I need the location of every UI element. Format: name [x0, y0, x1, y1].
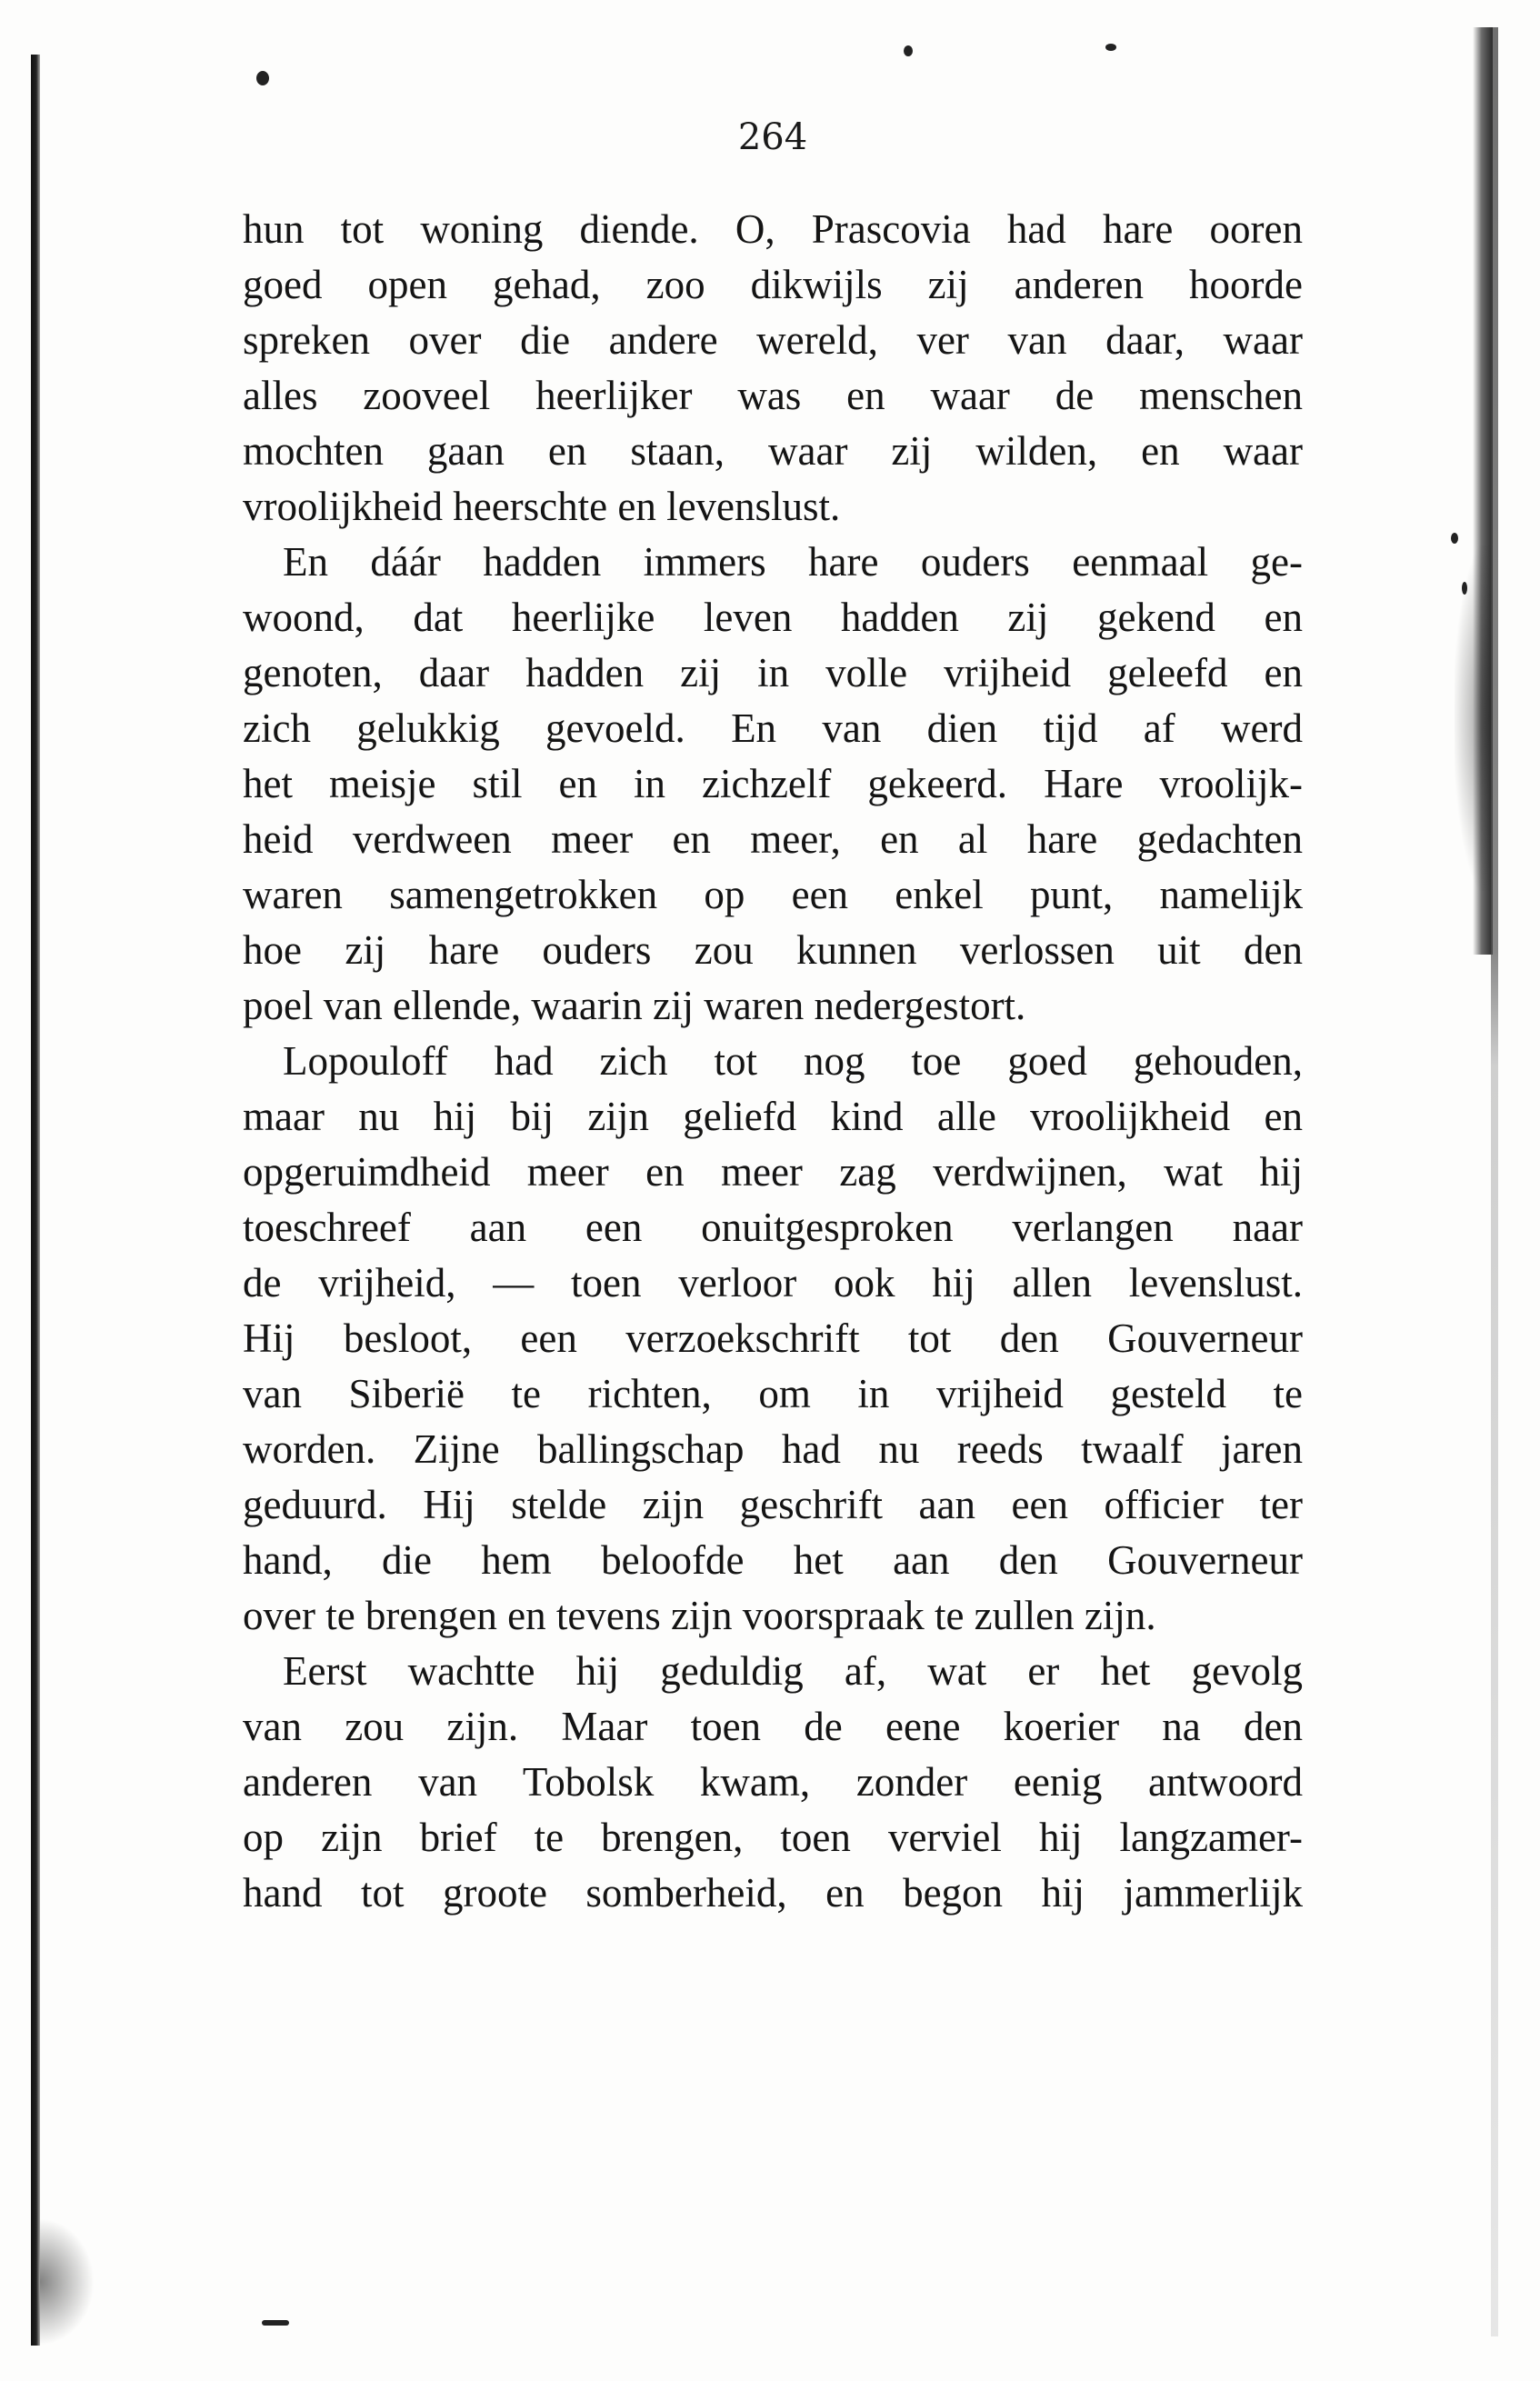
text-line: toeschreef aan een onuitgesproken verlangen naar [243, 1205, 1303, 1250]
ink-speck [262, 2320, 289, 2326]
text-line: hand tot groote somberheid, en begon hij jammerlijk [243, 1870, 1303, 1916]
page-number: 264 [737, 116, 808, 158]
text-line: worden. Zijne ballingschap had nu reeds twaalf jaren [243, 1426, 1303, 1472]
paragraph-start-line: Lopouloff had zich tot nog toe goed gehouden, [283, 1038, 1303, 1084]
text-line: geduurd. Hij stelde zijn geschrift aan een officier ter [243, 1482, 1303, 1527]
paragraph-end-line: vroolijkheid heerschte en levenslust. [243, 484, 841, 529]
body-text [243, 202, 1303, 1921]
text-line: hand, die hem beloofde het aan den Gouverneur [243, 1537, 1303, 1583]
text-line: alles zooveel heerlijker was en waar de menschen [243, 373, 1303, 418]
ink-speck [904, 45, 913, 56]
paragraph-end-line: over te brengen en tevens zijn voorspraak te zullen zijn. [243, 1593, 1156, 1638]
text-line: woond, dat heerlijke leven hadden zij gekend en [243, 595, 1303, 640]
text-line: heid verdween meer en meer, en al hare gedachten [243, 816, 1303, 862]
scan-edge-right-strip [1491, 27, 1498, 2336]
paragraph-start-line: Eerst wachtte hij geduldig af, wat er het gevolg [283, 1648, 1303, 1694]
ink-speck [1105, 44, 1116, 51]
text-line: goed open gehad, zoo dikwijls zij anderen hoorde [243, 262, 1303, 307]
scan-shadow-right [1455, 545, 1491, 891]
ink-speck [1451, 533, 1458, 544]
ink-speck [1462, 582, 1467, 595]
scan-edge-left [31, 55, 40, 2346]
ink-speck [256, 71, 269, 85]
text-line: mochten gaan en staan, waar zij wilden, en waar [243, 428, 1303, 474]
text-line: Hij besloot, een verzoekschrift tot den Gouverneur [243, 1316, 1303, 1361]
text-line: op zijn brief te brengen, toen verviel hij langzamer- [243, 1815, 1303, 1860]
text-line: maar nu hij bij zijn geliefd kind alle vroolijkheid en [243, 1094, 1303, 1139]
text-line: hoe zij hare ouders zou kunnen verlossen uit den [243, 927, 1303, 973]
text-line: genoten, daar hadden zij in volle vrijheid geleefd en [243, 650, 1303, 695]
text-line: waren samengetrokken op een enkel punt, namelijk [243, 872, 1303, 917]
text-line: zich gelukkig gevoeld. En van dien tijd af werd [243, 705, 1303, 751]
text-line: het meisje stil en in zichzelf gekeerd. Hare vroolijk- [243, 761, 1303, 806]
text-line: spreken over die andere wereld, ver van daar, waar [243, 317, 1303, 363]
text-line: de vrijheid, — toen verloor ook hij allen levenslust. [243, 1260, 1303, 1306]
text-line: hun tot woning diende. O, Prascovia had hare ooren [243, 206, 1303, 252]
paragraph-end-line: poel van ellende, waarin zij waren nedergestort. [243, 983, 1026, 1028]
text-line: anderen van Tobolsk kwam, zonder eenig antwoord [243, 1759, 1303, 1805]
text-line: van zou zijn. Maar toen de eene koerier na den [243, 1704, 1303, 1749]
text-line: van Siberië te richten, om in vrijheid gesteld te [243, 1371, 1303, 1416]
scan-shadow-bottom-left [40, 2218, 95, 2346]
text-line: opgeruimdheid meer en meer zag verdwijnen, wat hij [243, 1149, 1303, 1195]
paragraph-start-line: En dáár hadden immers hare ouders eenmaal ge- [283, 539, 1303, 585]
